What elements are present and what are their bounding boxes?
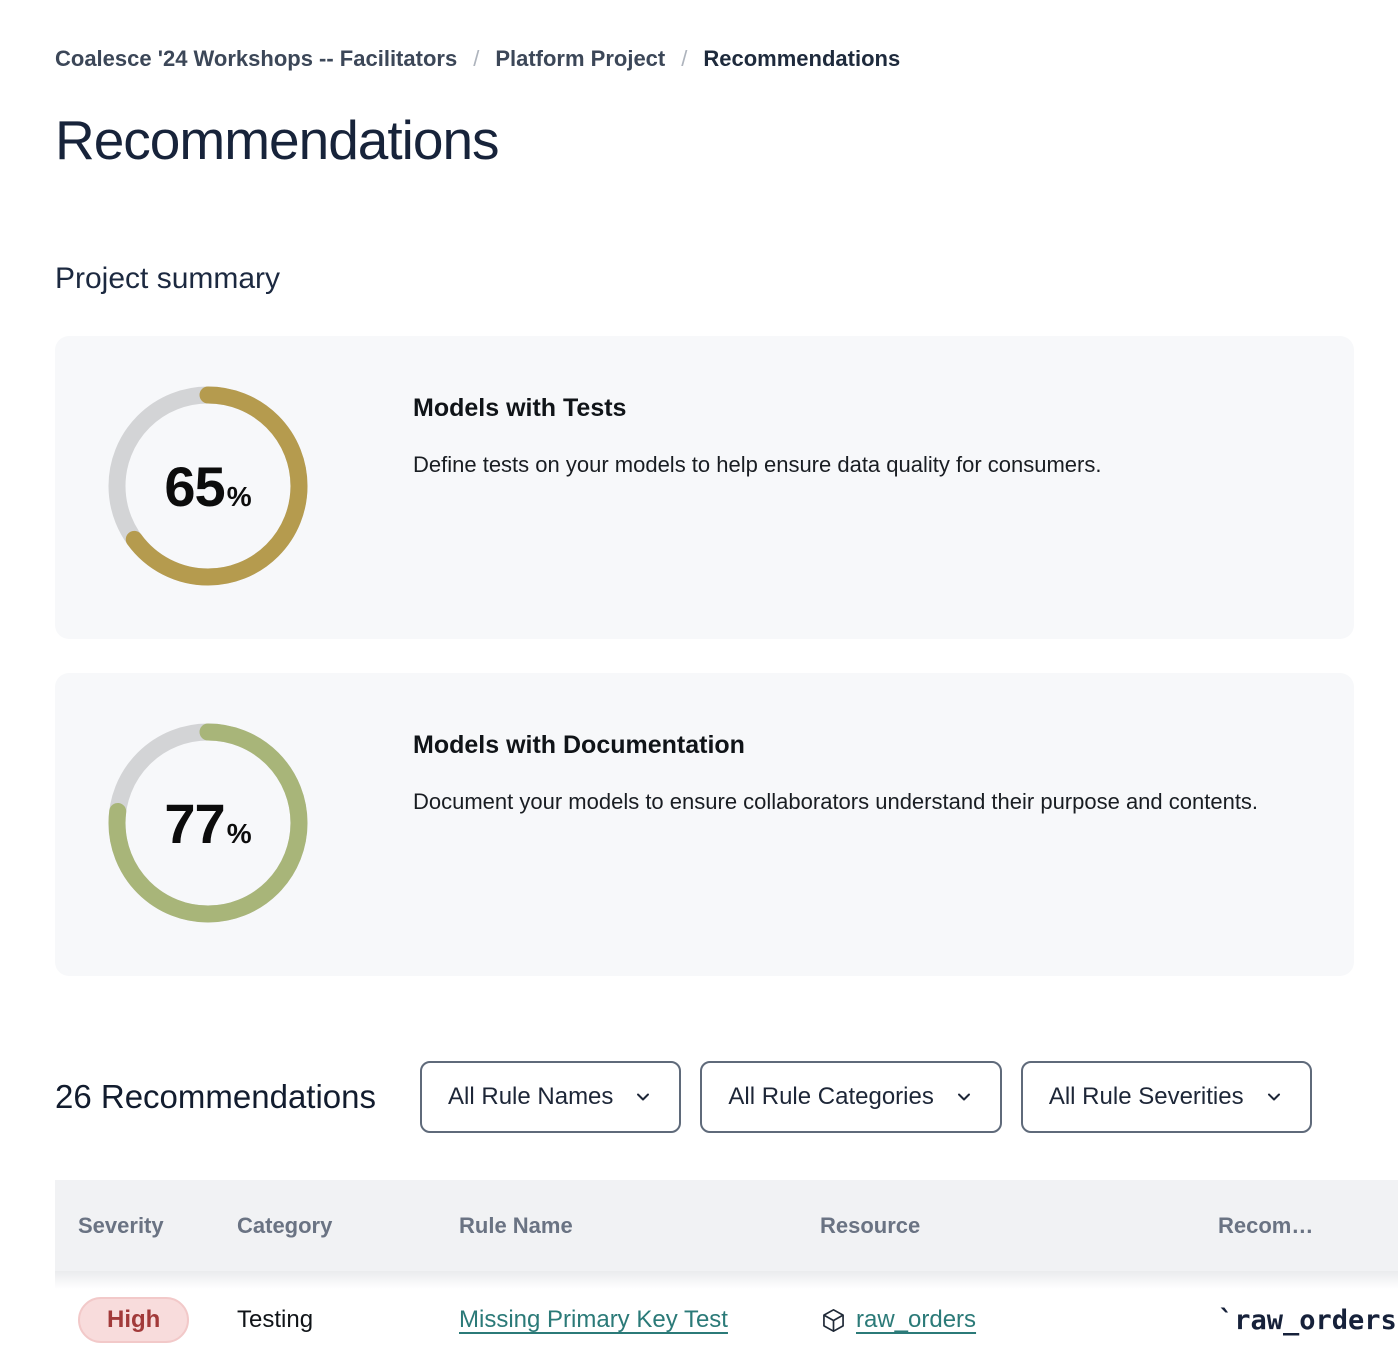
tests-card-title: Models with Tests [413, 394, 627, 422]
rule-name-link[interactable]: Missing Primary Key Test [459, 1306, 728, 1333]
tests-card-description: Define tests on your models to help ensure data quality for consumers. [413, 452, 1102, 477]
rule-names-filter-label: All Rule Names [448, 1083, 614, 1110]
documentation-percent-value: 77 [164, 791, 225, 855]
column-header-rule-name: Rule Name [459, 1212, 573, 1238]
documentation-card-title: Models with Documentation [413, 731, 745, 759]
rule-names-filter-dropdown[interactable] [420, 1061, 681, 1133]
recommendations-toolbar [55, 1061, 1398, 1133]
rule-categories-filter-label: All Rule Categories [728, 1083, 934, 1110]
severity-badge-high: High [78, 1297, 189, 1343]
table-row [55, 1271, 1398, 1350]
cube-icon [820, 1307, 847, 1334]
recommendations-table [55, 1180, 1398, 1350]
table-header-row [55, 1180, 1398, 1271]
chevron-down-icon [1264, 1087, 1284, 1107]
breadcrumb [55, 46, 1398, 72]
breadcrumb-project[interactable]: Platform Project [495, 46, 666, 71]
resource-link[interactable]: raw_orders [856, 1306, 977, 1333]
column-header-recommendation: Recom… [1218, 1212, 1314, 1238]
column-header-category: Category [237, 1212, 333, 1238]
breadcrumb-current: Recommendations [703, 46, 901, 71]
tests-percent-value: 65 [164, 454, 225, 518]
rule-severities-filter-dropdown[interactable] [1021, 1061, 1312, 1133]
tests-donut-chart [108, 386, 308, 586]
breadcrumb-separator: / [681, 46, 688, 71]
documentation-donut-chart [108, 723, 308, 923]
page-title: Recommendations [55, 109, 499, 171]
percent-sign: % [226, 817, 252, 849]
category-cell: Testing [237, 1306, 314, 1333]
chevron-down-icon [633, 1087, 653, 1107]
recommendation-code-text: `raw_orders [1218, 1304, 1397, 1336]
filter-group [420, 1061, 1312, 1133]
chevron-down-icon [954, 1087, 974, 1107]
project-summary-heading: Project summary [55, 262, 281, 295]
documentation-card-description: Document your models to ensure collaborators understand their purpose and contents. [413, 789, 1259, 814]
rule-categories-filter-dropdown[interactable] [700, 1061, 1001, 1133]
percent-sign: % [226, 480, 252, 512]
summary-card-documentation [55, 673, 1354, 976]
summary-card-tests [55, 336, 1354, 639]
column-header-severity: Severity [78, 1212, 164, 1238]
column-header-resource: Resource [820, 1212, 921, 1238]
rule-severities-filter-label: All Rule Severities [1048, 1083, 1244, 1110]
breadcrumb-separator: / [473, 46, 480, 71]
breadcrumb-workspace[interactable]: Coalesce '24 Workshops -- Facilitators [55, 46, 458, 71]
recommendations-count-heading: 26 Recommendations [55, 1078, 377, 1115]
